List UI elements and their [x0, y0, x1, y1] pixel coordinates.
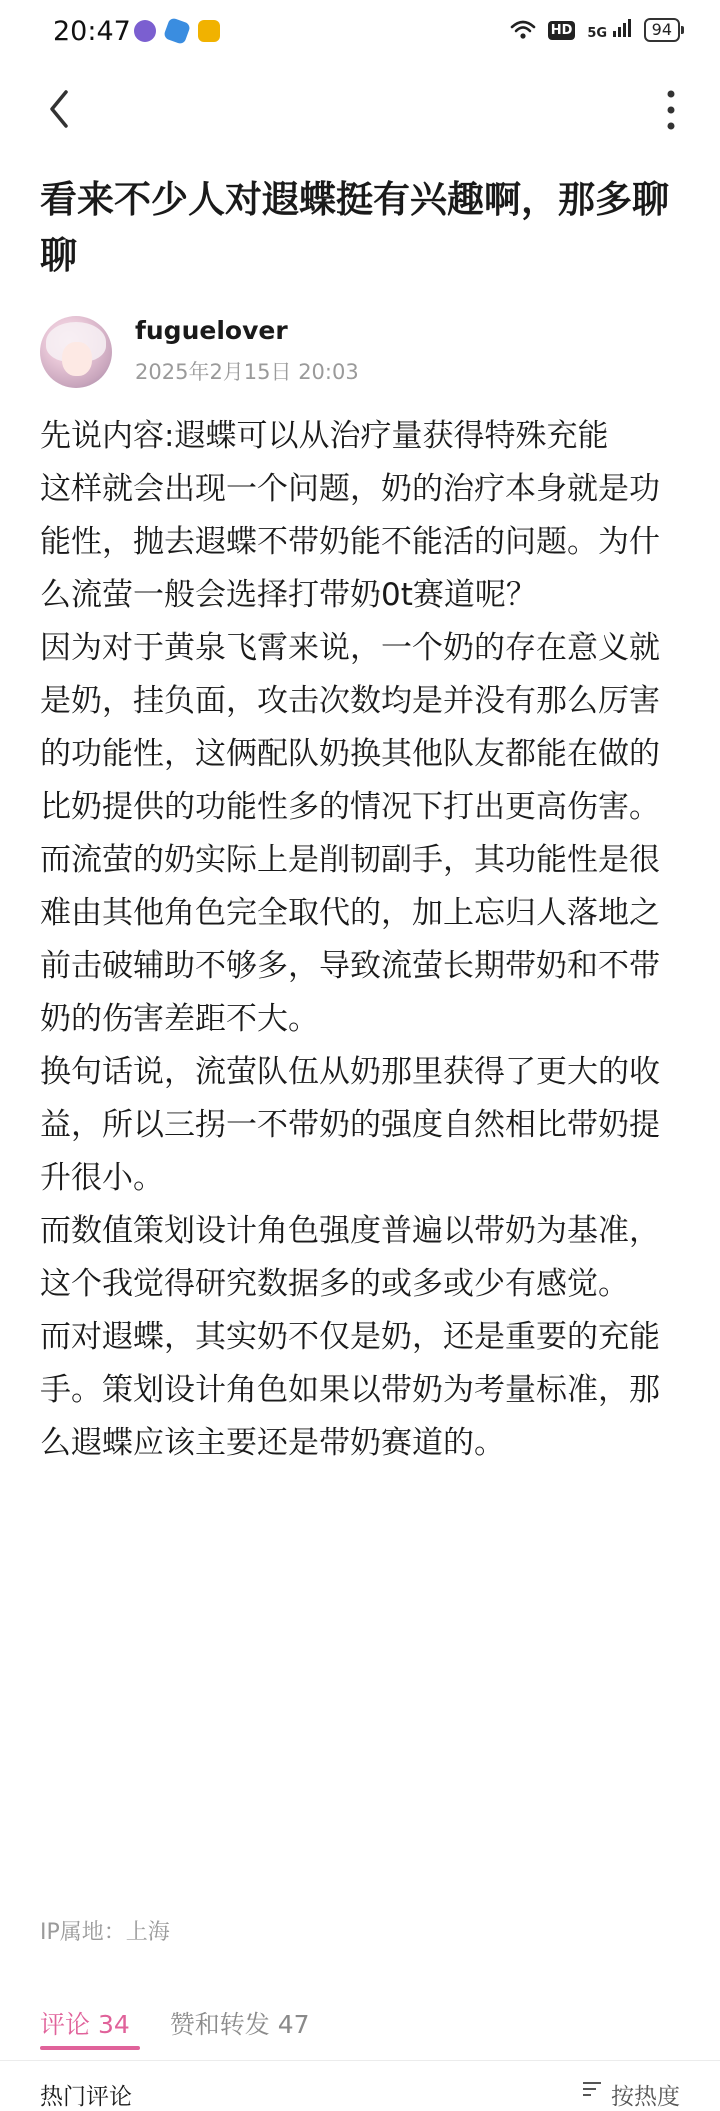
- post-paragraph: 而数值策划设计角色强度普遍以带奶为基准，这个我觉得研究数据多的或多或少有感觉。: [40, 1213, 660, 1302]
- divider: [0, 2060, 720, 2061]
- hd-badge: HD: [548, 21, 576, 40]
- post-paragraph: 因为对于黄泉飞霄来说，一个奶的存在意义就是奶，挂负面，攻击次数均是并没有那么厉害的功能性，这俩配队奶换其他队友都能在做的比奶提供的功能性多的情况下打出更高伤害。: [40, 630, 660, 825]
- post-paragraph: 而对遐蝶，其实奶不仅是奶，还是重要的充能手。策划设计角色如果以带奶为考量标准，那么遐蝶应该主要还是带奶赛道的。: [40, 1319, 660, 1461]
- chevron-left-icon[interactable]: [40, 84, 80, 134]
- battery-indicator: 94: [644, 18, 680, 42]
- post-date: 2025年2月15日 20:03: [135, 360, 359, 384]
- app-notification-icon: [134, 20, 156, 42]
- post-paragraph: 先说内容:遐蝶可以从治疗量获得特殊充能: [40, 418, 609, 454]
- status-bar: [0, 0, 720, 64]
- tab-likes-shares[interactable]: 赞和转发 47: [169, 2010, 310, 2039]
- more-vertical-icon[interactable]: [656, 88, 686, 132]
- sort-button[interactable]: [581, 2078, 680, 2111]
- app-notification-icon: [198, 20, 220, 42]
- author-block: [40, 312, 680, 392]
- app-notification-icon: [163, 17, 191, 45]
- active-tab-indicator: [40, 2046, 140, 2050]
- post-paragraph: 换句话说，流萤队伍从奶那里获得了更大的收益，所以三拐一不带奶的强度自然相比带奶提升很小。: [40, 1054, 660, 1196]
- network-type: 5G: [587, 26, 608, 41]
- sort-label: 按热度: [611, 2084, 680, 2110]
- post-title: 看来不少人对遐蝶挺有兴趣啊，那多聊聊: [40, 178, 669, 277]
- author-name[interactable]: fuguelover: [135, 316, 288, 345]
- hot-comments-label: 热门评论: [40, 2084, 132, 2110]
- signal-indicator: [587, 19, 631, 41]
- nav-bar: [0, 70, 720, 150]
- status-indicators: [510, 18, 680, 42]
- wifi-icon: [510, 19, 536, 41]
- sort-lines-icon: [581, 2078, 603, 2100]
- tab-comments[interactable]: 评论 34: [40, 2010, 130, 2039]
- signal-bars-icon: [612, 19, 632, 37]
- ip-location: IP属地：上海: [40, 1920, 170, 1945]
- avatar[interactable]: [40, 316, 112, 388]
- comment-tabs: [40, 2005, 310, 2041]
- status-app-icons: [134, 20, 220, 42]
- post-body: [40, 410, 672, 1470]
- post-paragraph: 这样就会出现一个问题，奶的治疗本身就是功能性，抛去遐蝶不带奶能不能活的问题。为什么流萤一般会选择打带奶0t赛道呢？: [40, 471, 660, 613]
- post-paragraph: 而流萤的奶实际上是削韧副手，其功能性是很难由其他角色完全取代的，加上忘归人落地之前击破辅助不够多，导致流萤长期带奶和不带奶的伤害差距不大。: [40, 842, 660, 1037]
- status-time: 20:47: [53, 16, 131, 47]
